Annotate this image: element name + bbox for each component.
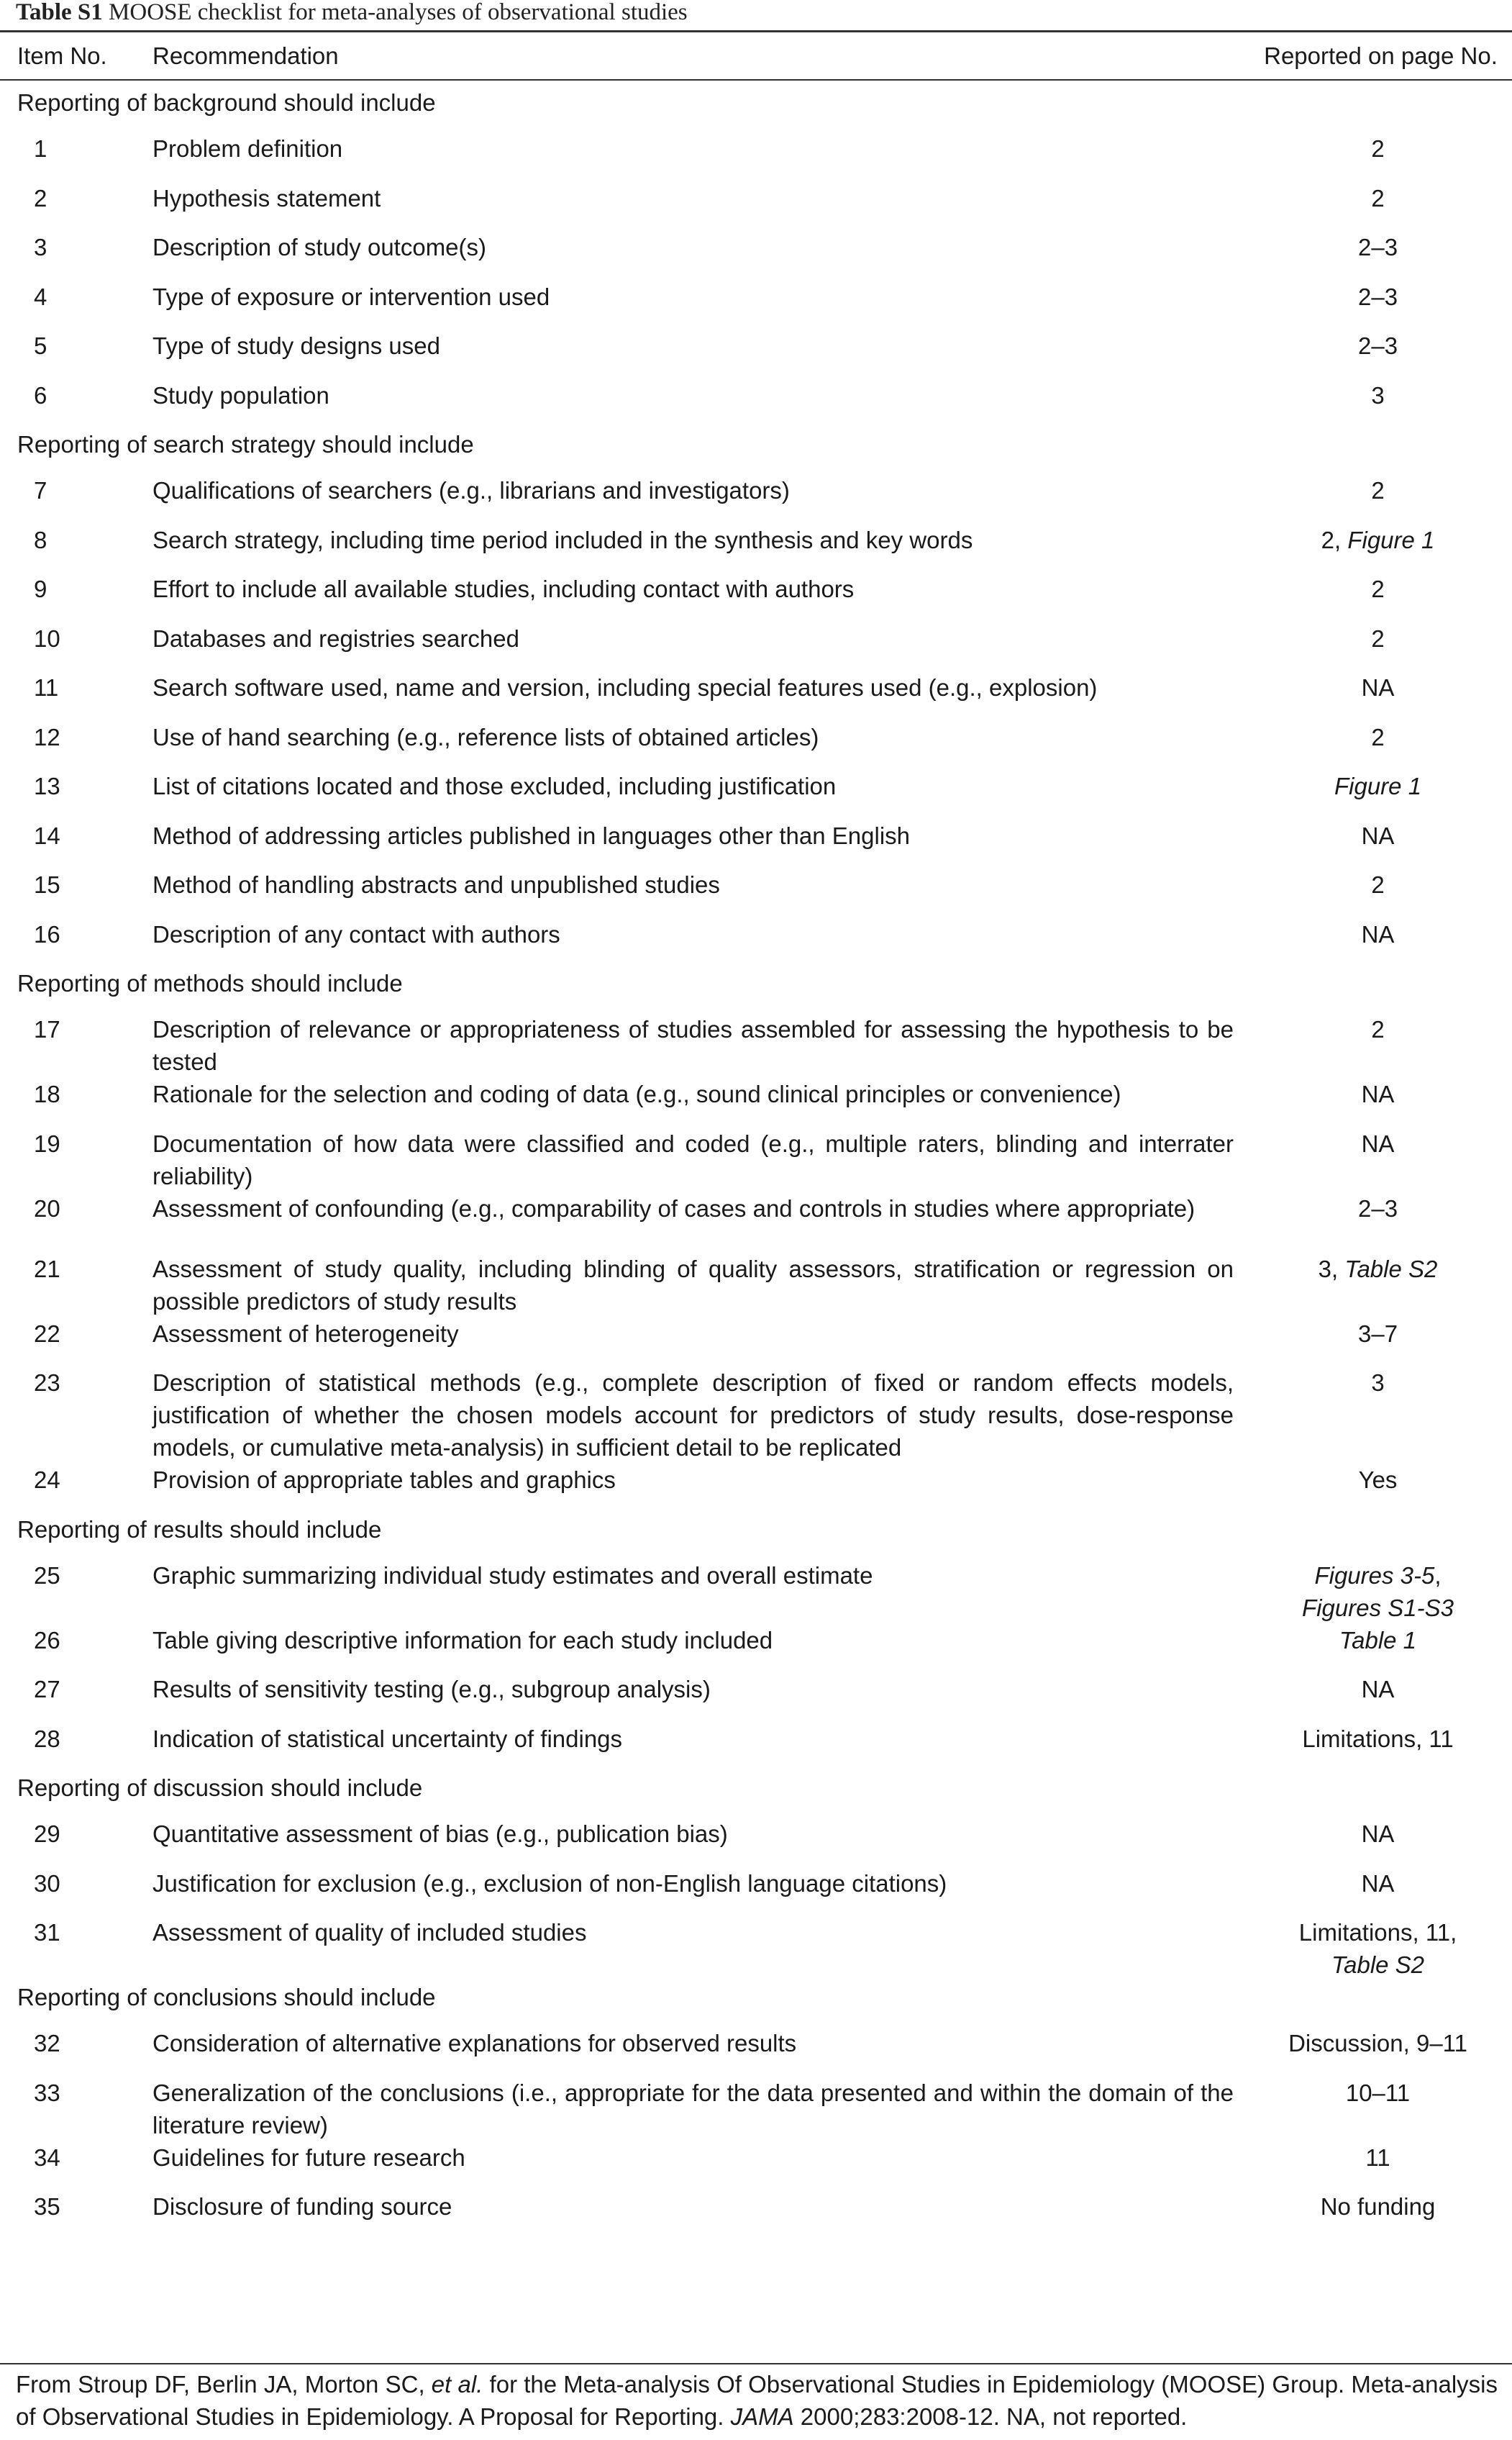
- table-row: [0, 770, 1512, 820]
- recommendation-text: Assessment of quality of included studies: [152, 1919, 587, 1946]
- section-title: Reporting of methods should include: [17, 970, 403, 997]
- item-number: 7: [34, 477, 47, 504]
- reported-page-text: Limitations, 11: [1302, 1725, 1454, 1752]
- item-number: 14: [34, 822, 60, 849]
- reported-page: [1249, 1078, 1512, 1128]
- reported-page: [1249, 622, 1512, 672]
- item-number: 33: [34, 2079, 60, 2106]
- reported-page: [1249, 1723, 1512, 1772]
- reported-page: [1249, 132, 1512, 182]
- recommendation-text: Table giving descriptive information for each study included: [152, 1626, 773, 1654]
- reported-page: [1249, 1464, 1512, 1513]
- item-number: 12: [34, 723, 60, 750]
- bottom-rule: [0, 2363, 1512, 2364]
- reported-page-text: NA: [1361, 1676, 1395, 1702]
- recommendation-text: Search software used, name and version, including special features used (e.g., explosion): [152, 674, 1098, 701]
- header-reported: Reported on page No.: [1264, 42, 1498, 69]
- recommendation-text: Type of exposure or intervention used: [152, 283, 550, 310]
- reported-page: [1249, 379, 1512, 429]
- table-row: [0, 1818, 1512, 1867]
- recommendation-text: Hypothesis statement: [152, 184, 381, 212]
- section-row: [0, 428, 1512, 474]
- item-number: 13: [34, 773, 60, 799]
- table-row: [0, 2027, 1512, 2077]
- table-row: [0, 1464, 1512, 1513]
- reported-page-text: 2: [1371, 135, 1385, 162]
- item-number: 35: [34, 2193, 60, 2220]
- recommendation-text: Study population: [152, 381, 329, 409]
- table-label: Table S1: [16, 0, 103, 25]
- reported-page-text: 10–11: [1345, 2079, 1411, 2106]
- reported-page-separator: ,: [1434, 1561, 1442, 1589]
- table-footnote: [16, 2368, 1498, 2433]
- item-number: 20: [34, 1194, 60, 1222]
- reported-page-reference-2: Figures S1-S3: [1302, 1594, 1454, 1621]
- reported-page: [1249, 1013, 1512, 1078]
- item-number: 34: [34, 2144, 60, 2171]
- table-row: [0, 1253, 1512, 1317]
- item-number: 18: [34, 1081, 60, 1107]
- table-row: [0, 231, 1512, 281]
- item-number: 17: [34, 1016, 60, 1043]
- recommendation-text: Generalization of the conclusions (i.e., appropriate for the data presented and within the domain of the literature review): [152, 2079, 1234, 2139]
- recommendation-text: Disclosure of funding source: [152, 2193, 452, 2220]
- reported-page: [1249, 1916, 1512, 1981]
- item-number: 3: [34, 234, 47, 260]
- header-recommendation: Recommendation: [152, 42, 339, 69]
- reported-page: [1249, 1128, 1512, 1192]
- table-title: MOOSE checklist for meta-analyses of observational studies: [102, 0, 688, 25]
- recommendation-text: Assessment of confounding (e.g., comparability of cases and controls in studies where appropriate): [152, 1194, 1196, 1222]
- recommendation-text: Provision of appropriate tables and graphics: [152, 1466, 616, 1493]
- footnote-text-2: for the Meta-analysis Of Observational Studies in Epidemiology (MOOSE) Group. Meta-analysis of Observational Studies in Epidemiology. A Proposal for Reporting.: [16, 2371, 1498, 2430]
- item-number: 30: [34, 1869, 60, 1897]
- reported-page-text: NA: [1361, 1869, 1395, 1897]
- table-row: [0, 1624, 1512, 1674]
- reported-page-text: 3: [1371, 1369, 1385, 1396]
- reported-page: [1249, 573, 1512, 622]
- reported-page: [1249, 281, 1512, 330]
- table-row: [0, 1916, 1512, 1981]
- reported-page: [1249, 721, 1512, 771]
- header-item-no: Item No.: [17, 42, 107, 69]
- item-number: 2: [34, 184, 47, 212]
- reported-page-text: 2: [1371, 184, 1385, 212]
- item-number: 32: [34, 2030, 60, 2056]
- reported-page: [1249, 2027, 1512, 2077]
- reported-page: [1249, 1818, 1512, 1867]
- table-row: [0, 1078, 1512, 1128]
- reported-page-text: 2–3: [1357, 234, 1398, 260]
- checklist-table: [0, 86, 1512, 2240]
- item-number: 9: [34, 576, 47, 602]
- item-number: 26: [34, 1626, 60, 1654]
- reported-page-text: 2: [1371, 871, 1385, 898]
- recommendation-text: List of citations located and those excluded, including justification: [152, 773, 837, 799]
- table-row: [0, 1013, 1512, 1078]
- table-row: [0, 573, 1512, 622]
- table-row: [0, 330, 1512, 379]
- reported-page-text: NA: [1361, 822, 1395, 849]
- table-row: [0, 1128, 1512, 1192]
- reported-page-text: Limitations, 11,: [1298, 1919, 1457, 1946]
- table-row: [0, 474, 1512, 524]
- item-number: 24: [34, 1466, 60, 1493]
- footnote-text-3: 2000;283:2008-12. NA, not reported.: [793, 2403, 1188, 2430]
- reported-page: [1249, 1624, 1512, 1674]
- reported-page-text: 2: [1371, 625, 1385, 652]
- table-caption: [16, 0, 688, 30]
- header-rule: [0, 79, 1512, 81]
- section-row: [0, 1513, 1512, 1559]
- reported-page-reference: Figures 3-5: [1314, 1561, 1435, 1589]
- recommendation-text: Method of handling abstracts and unpublished studies: [152, 871, 720, 898]
- reported-page-text: 2–3: [1357, 283, 1398, 310]
- reported-page-text: 2–3: [1357, 332, 1398, 359]
- recommendation-text: Type of study designs used: [152, 332, 440, 359]
- top-rule: [0, 30, 1512, 32]
- reported-page-text: 2: [1371, 477, 1385, 504]
- reported-page-text: NA: [1361, 1820, 1395, 1847]
- reported-page-text: 2: [1371, 1016, 1385, 1043]
- item-number: 23: [34, 1369, 60, 1396]
- footnote-text-1: From Stroup DF, Berlin JA, Morton SC,: [16, 2371, 432, 2398]
- item-number: 10: [34, 625, 60, 652]
- recommendation-text: Problem definition: [152, 135, 343, 162]
- item-number: 16: [34, 920, 60, 948]
- recommendation-text: Quantitative assessment of bias (e.g., publication bias): [152, 1820, 728, 1847]
- table-row: [0, 721, 1512, 771]
- reported-page: [1249, 330, 1512, 379]
- reported-page: [1249, 770, 1512, 820]
- item-number: 29: [34, 1820, 60, 1847]
- reported-page-text: 2: [1371, 576, 1385, 602]
- reported-page: [1249, 671, 1512, 721]
- reported-page-reference: Figure 1: [1347, 526, 1435, 553]
- table-row: [0, 1867, 1512, 1917]
- recommendation-text: Qualifications of searchers (e.g., librarians and investigators): [152, 477, 790, 504]
- reported-page: [1249, 1253, 1512, 1317]
- reported-page-text: No funding: [1320, 2193, 1436, 2220]
- recommendation-text: Search strategy, including time period included in the synthesis and key words: [152, 526, 973, 553]
- reported-page-reference: Figure 1: [1334, 773, 1422, 799]
- recommendation-text: Indication of statistical uncertainty of findings: [152, 1725, 623, 1752]
- item-number: 27: [34, 1676, 60, 1702]
- table-row: [0, 524, 1512, 573]
- reported-page: [1249, 820, 1512, 869]
- reported-page: [1249, 231, 1512, 281]
- table-row: [0, 918, 1512, 968]
- recommendation-text: Guidelines for future research: [152, 2144, 465, 2171]
- table-row: [0, 2141, 1512, 2191]
- reported-page-text: 3: [1371, 381, 1385, 409]
- item-number: 5: [34, 332, 47, 359]
- reported-page: [1249, 918, 1512, 968]
- reported-page-text: 2–3: [1357, 1194, 1398, 1222]
- footnote-journal: JAMA: [730, 2403, 794, 2430]
- reported-page-text: NA: [1361, 1081, 1395, 1107]
- recommendation-text: Use of hand searching (e.g., reference lists of obtained articles): [152, 723, 819, 750]
- table-row: [0, 2077, 1512, 2141]
- reported-page: [1249, 182, 1512, 232]
- item-number: 4: [34, 283, 47, 310]
- table-row: [0, 379, 1512, 429]
- table-row: [0, 2190, 1512, 2240]
- reported-page-text: NA: [1361, 920, 1395, 948]
- item-number: 8: [34, 526, 47, 553]
- reported-page: [1249, 1366, 1512, 1464]
- section-title: Reporting of conclusions should include: [17, 1984, 436, 2010]
- recommendation-text: Documentation of how data were classified and coded (e.g., multiple raters, blinding and interrater reliability): [152, 1130, 1234, 1189]
- table-row: [0, 1559, 1512, 1624]
- section-row: [0, 86, 1512, 132]
- table-header: [0, 33, 1512, 79]
- item-number: 28: [34, 1725, 60, 1752]
- reported-page: [1249, 524, 1512, 573]
- item-number: 19: [34, 1130, 60, 1157]
- recommendation-text: Method of addressing articles published in languages other than English: [152, 822, 911, 849]
- reported-page-text: 3–7: [1357, 1320, 1398, 1347]
- table-row: [0, 1192, 1512, 1253]
- recommendation-text: Assessment of study quality, including blinding of quality assessors, stratification or regression on possible predictors of study results: [152, 1255, 1234, 1315]
- reported-page: [1249, 2141, 1512, 2191]
- table-row: [0, 132, 1512, 182]
- item-number: 22: [34, 1320, 60, 1347]
- table-row: [0, 1723, 1512, 1772]
- reported-page: [1249, 868, 1512, 918]
- recommendation-text: Justification for exclusion (e.g., exclusion of non-English language citations): [152, 1869, 947, 1897]
- section-title: Reporting of discussion should include: [17, 1774, 423, 1801]
- table-row: [0, 1673, 1512, 1723]
- recommendation-text: Description of any contact with authors: [152, 920, 560, 948]
- reported-page-reference: Table 1: [1339, 1626, 1417, 1654]
- reported-page: [1249, 1317, 1512, 1367]
- reported-page-text: 3,: [1318, 1255, 1345, 1282]
- table-row: [0, 868, 1512, 918]
- section-title: Reporting of background should include: [17, 89, 436, 116]
- footnote-etal: et al.: [431, 2371, 483, 2398]
- reported-page: [1249, 1867, 1512, 1917]
- recommendation-text: Rationale for the selection and coding of data (e.g., sound clinical principles or convenience): [152, 1081, 1121, 1107]
- table-row: [0, 1366, 1512, 1464]
- recommendation-text: Description of study outcome(s): [152, 234, 487, 260]
- table-row: [0, 820, 1512, 869]
- reported-page-reference: Table S2: [1344, 1255, 1438, 1282]
- section-row: [0, 1772, 1512, 1818]
- section-row: [0, 967, 1512, 1013]
- reported-page: [1249, 1673, 1512, 1723]
- reported-page: [1249, 1192, 1512, 1253]
- table-row: [0, 281, 1512, 330]
- recommendation-text: Assessment of heterogeneity: [152, 1320, 459, 1347]
- recommendation-text: Graphic summarizing individual study estimates and overall estimate: [152, 1561, 873, 1589]
- recommendation-text: Description of statistical methods (e.g., complete description of fixed or random effects models, justification of whether the chosen models account for predictors of study results, dose-response models, or cumulative meta-analysis) in sufficient detail to be replicated: [152, 1369, 1234, 1461]
- reported-page-text: 11: [1365, 2144, 1390, 2171]
- recommendation-text: Databases and registries searched: [152, 625, 519, 652]
- reported-page: [1249, 1559, 1512, 1624]
- table-row: [0, 182, 1512, 232]
- item-number: 15: [34, 871, 60, 898]
- section-title: Reporting of search strategy should include: [17, 431, 474, 458]
- section-row: [0, 1981, 1512, 2027]
- recommendation-text: Consideration of alternative explanations for observed results: [152, 2030, 797, 2056]
- reported-page-text: Discussion, 9–11: [1288, 2030, 1467, 2056]
- reported-page: [1249, 2077, 1512, 2141]
- reported-page-text: 2: [1371, 723, 1385, 750]
- item-number: 6: [34, 381, 47, 409]
- reported-page: [1249, 2190, 1512, 2240]
- reported-page-text: NA: [1361, 674, 1395, 701]
- item-number: 11: [34, 674, 59, 701]
- table-row: [0, 671, 1512, 721]
- recommendation-text: Effort to include all available studies, including contact with authors: [152, 576, 855, 602]
- table-row: [0, 622, 1512, 672]
- reported-page-text: NA: [1361, 1130, 1395, 1157]
- reported-page-text: 2,: [1321, 526, 1348, 553]
- item-number: 21: [34, 1255, 60, 1282]
- item-number: 31: [34, 1919, 60, 1946]
- item-number: 1: [34, 135, 47, 162]
- recommendation-text: Description of relevance or appropriateness of studies assembled for assessing the hypothesis to be tested: [152, 1016, 1234, 1075]
- reported-page-text: Yes: [1358, 1466, 1398, 1493]
- table-row: [0, 1317, 1512, 1367]
- item-number: 25: [34, 1561, 60, 1589]
- reported-page-reference-2: Table S2: [1331, 1951, 1425, 1978]
- section-title: Reporting of results should include: [17, 1515, 382, 1543]
- reported-page: [1249, 474, 1512, 524]
- recommendation-text: Results of sensitivity testing (e.g., subgroup analysis): [152, 1676, 711, 1702]
